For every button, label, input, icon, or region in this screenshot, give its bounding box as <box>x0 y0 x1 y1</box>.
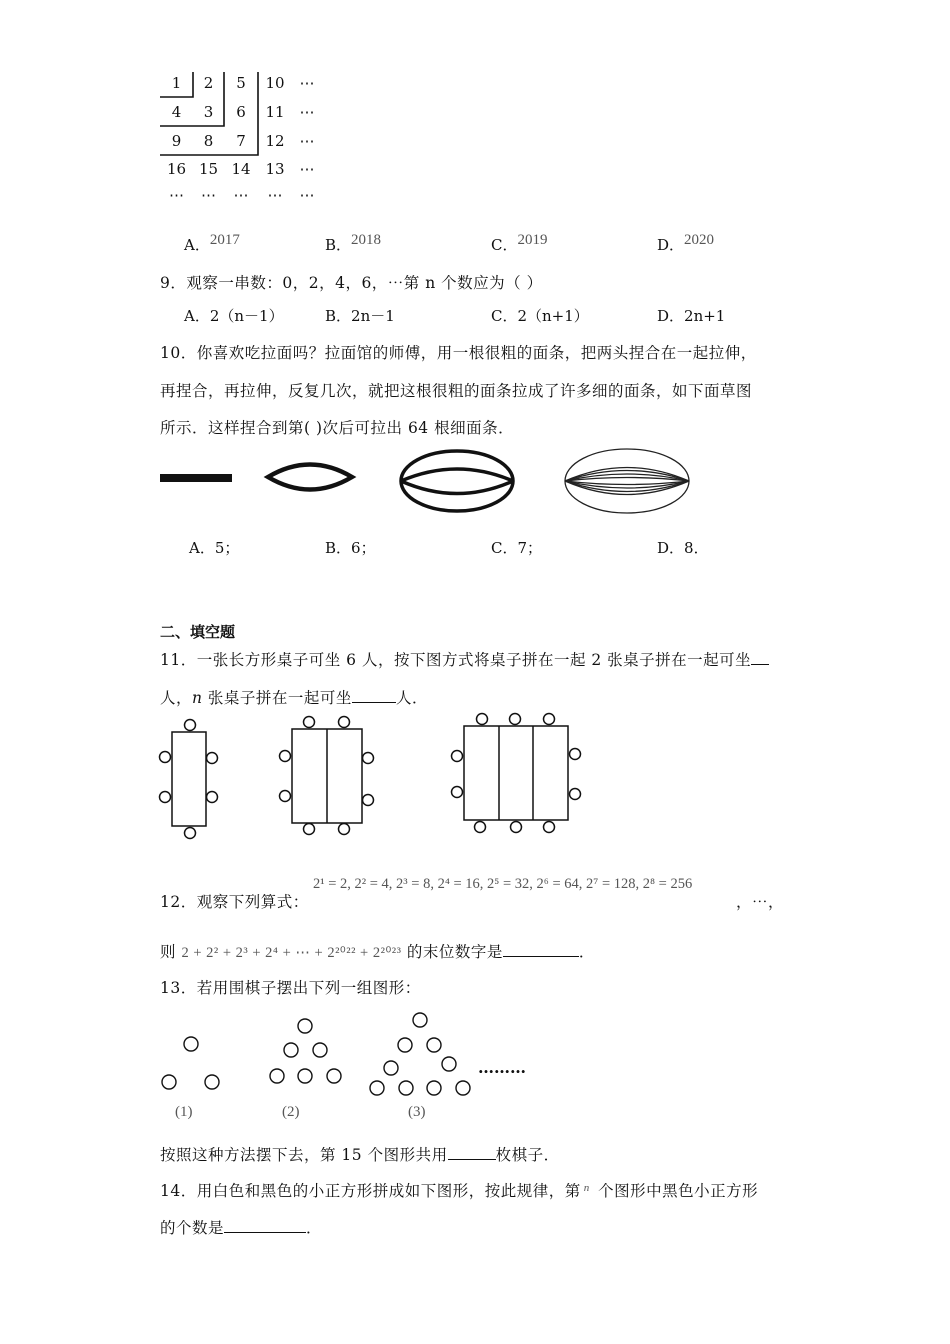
grid-cell: 8 <box>203 132 214 150</box>
grid-cell: ⋯ <box>233 186 249 204</box>
grid-cell: 1 <box>171 74 182 92</box>
q8-option-d[interactable]: D．2020 <box>657 232 715 254</box>
grid-cell: 11 <box>265 103 285 121</box>
grid-cell: 2 <box>203 74 214 92</box>
q10-option-c[interactable]: C．7； <box>491 539 543 557</box>
grid-cell: ⋯ <box>169 186 184 204</box>
q10-line-2: 再捏合，再拉伸，反复几次，就把这根很粗的面条拉成了许多细的面条，如下面草图 <box>160 382 753 400</box>
grid-lines <box>0 0 950 220</box>
tables-figure <box>0 712 950 842</box>
q9-option-b[interactable]: B．2n－1 <box>325 307 395 325</box>
q13-answer-line: 按照这种方法摆下去，第 15 个图形共用 枚棋子． <box>160 1146 560 1164</box>
q11-blank-2[interactable] <box>352 702 396 703</box>
grid-cell: 7 <box>236 132 246 150</box>
section-heading: 二、填空题 <box>160 623 236 641</box>
q13-ellipsis: ……… <box>478 1058 526 1077</box>
stone-pattern-1 <box>162 1037 219 1089</box>
noodle-figure <box>0 440 950 540</box>
q9-stem: 9．观察一串数：0，2，4，6，⋯第 n 个数应为（ ） <box>160 274 543 292</box>
noodle-stage-3 <box>401 451 513 511</box>
grid-cell: 10 <box>265 74 285 92</box>
q10-line-3: 所示．这样捏合到第( )次后可拉出 64 根细面条． <box>160 419 515 437</box>
q8-option-b[interactable]: B．2018 <box>325 232 382 254</box>
figure-label-3: (3) <box>408 1104 426 1120</box>
q11-line-2: 人，n 张桌子拼在一起可坐 人． <box>160 689 428 707</box>
q10-option-b[interactable]: B．6； <box>325 539 376 557</box>
q11-line-1: 11．一张长方形桌子可坐 6 人，按下图方式将桌子拼在一起 2 张桌子拼在一起可坐 <box>160 648 769 670</box>
q14-line-1: 14．用白色和黑色的小正方形拼成如下图形，按此规律，第 $^n$ 个图形中黑色小正方形 <box>160 1182 759 1200</box>
q12-blank[interactable] <box>503 956 579 957</box>
q10-line-1: 10．你喜欢吃拉面吗？拉面馆的师傅，用一根很粗的面条，把两头捏合在一起拉伸， <box>160 344 757 362</box>
grid-cell: 15 <box>198 160 219 178</box>
grid-cell: 12 <box>265 132 285 150</box>
grid-cell: ⋯ <box>299 103 315 121</box>
q8-option-c[interactable]: C．2019 <box>491 232 548 254</box>
grid-cell: 16 <box>166 160 187 178</box>
grid-cell: 5 <box>236 74 246 92</box>
grid-cell: ⋯ <box>299 132 315 150</box>
q12-prefix: 12．观察下列算式： <box>160 893 309 911</box>
grid-cell: 6 <box>236 103 246 121</box>
grid-cell: ⋯ <box>299 160 315 178</box>
q13-stem: 13．若用围棋子摆出下列一组图形： <box>160 979 421 997</box>
q12-sum-expression: 2 + 2² + 2³ + 2⁴ + ⋯ + 2²⁰²² + 2²⁰²³ <box>181 945 402 961</box>
grid-cell: ⋯ <box>299 186 315 204</box>
stone-pattern-3 <box>370 1013 470 1095</box>
grid-cell: 4 <box>171 103 182 121</box>
grid-cell: ⋯ <box>201 186 216 204</box>
table-group-2 <box>280 717 374 835</box>
figure-label-1: (1) <box>175 1104 193 1120</box>
grid-cell: 3 <box>203 103 214 121</box>
figure-label-2: (2) <box>282 1104 300 1120</box>
grid-cell: ⋯ <box>267 186 283 204</box>
table-group-1 <box>160 720 218 839</box>
q10-option-a[interactable]: A．5； <box>189 539 240 557</box>
table-group-3 <box>452 714 581 833</box>
noodle-stage-4 <box>565 449 689 513</box>
stones-figure <box>0 1010 950 1120</box>
q10-option-d[interactable]: D．8． <box>657 539 709 557</box>
q12-formula: 2¹ = 2, 2² = 4, 2³ = 8, 2⁴ = 16, 2⁵ = 32, 2⁶ = 64, 2⁷ = 128, 2⁸ = 256 <box>313 876 693 892</box>
stone-pattern-2 <box>270 1019 341 1083</box>
grid-cell: 14 <box>231 160 251 178</box>
noodle-stage-1 <box>160 474 232 482</box>
q14-blank[interactable] <box>224 1232 306 1233</box>
grid-cell: 13 <box>265 160 285 178</box>
grid-cell: 9 <box>171 132 182 150</box>
q9-option-c[interactable]: C．2（n+1） <box>491 307 589 325</box>
q9-option-d[interactable]: D．2n+1 <box>657 307 726 325</box>
q14-line-2: 的个数是 ． <box>160 1219 323 1237</box>
q9-option-a[interactable]: A．2（n－1） <box>184 307 284 325</box>
grid-cell: ⋯ <box>299 74 315 92</box>
q11-blank-1[interactable] <box>751 664 769 665</box>
q13-blank[interactable] <box>448 1159 496 1160</box>
q12-suffix: ，⋯， <box>736 893 785 911</box>
q12-line-2: 则 2 + 2² + 2³ + 2⁴ + ⋯ + 2²⁰²² + 2²⁰²³ 的末位数字是 ． <box>160 943 595 961</box>
noodle-stage-2 <box>268 465 352 490</box>
q8-option-a[interactable]: A．2017 <box>184 232 240 254</box>
